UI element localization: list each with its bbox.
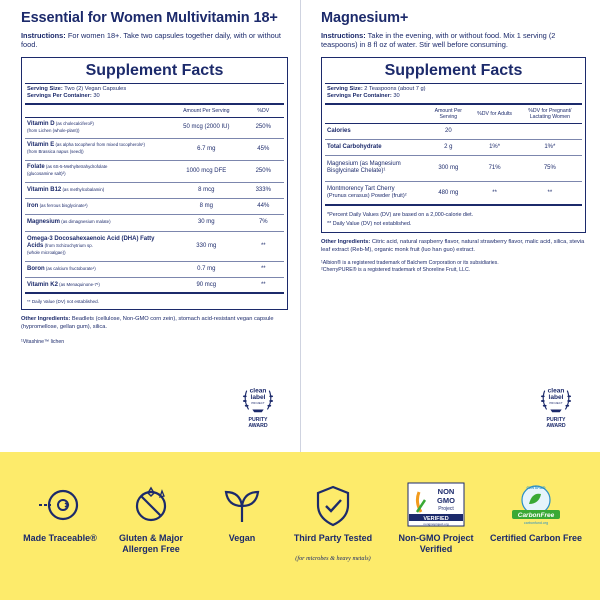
other-ingredients: Other Ingredients: Citric acid, natural raspberry flavor, natural strawberry flavor, malic acid, silica, stevia leaf extract (Reb-M), organic monk fruit (luo han guo) extract. bbox=[321, 239, 585, 253]
product-title: Essential for Women Multivitamin 18+ bbox=[21, 10, 278, 26]
non-gmo-project-logo bbox=[407, 482, 465, 527]
table-row: Vitamin K2 (as Menaquinone-7¹) 90 mcg ** bbox=[25, 277, 284, 293]
clean-label-badge: clean label PROJECT PURITY AWARD bbox=[237, 385, 279, 429]
supplement-facts-box bbox=[21, 57, 288, 311]
table-row: Magnesium (as dimagnesium malate) 30 mg 7% bbox=[25, 214, 284, 231]
svg-text:NON: NON bbox=[437, 487, 455, 496]
serving-info: Serving Size: 2 Teaspoons (about 7 g) Servings Per Container: 30 bbox=[325, 84, 582, 105]
header-amount: Amount Per Serving bbox=[170, 105, 243, 118]
table-row: Total Carbohydrate 2 g 1%* 1%* bbox=[325, 139, 582, 155]
footnote: *Percent Daily Values (DV) are based on a 2,000-calorie diet. bbox=[327, 212, 474, 219]
product-title: Magnesium+ bbox=[321, 10, 409, 26]
made-traceable-icon bbox=[37, 488, 83, 522]
instructions: Instructions: For women 18+. Take two capsules together daily, with or without food. bbox=[21, 31, 281, 50]
table-row: Calories 20 bbox=[325, 123, 582, 139]
footnote: ** Daily Value (DV) not established. bbox=[27, 299, 99, 305]
svg-text:VERIFIED: VERIFIED bbox=[423, 516, 449, 522]
header-dv-adults: %DV for Adults bbox=[471, 105, 517, 124]
svg-text:PROJECT: PROJECT bbox=[251, 400, 265, 405]
supplement-facts-box bbox=[321, 57, 586, 234]
shield-check-icon bbox=[315, 485, 351, 527]
nutrient-table bbox=[25, 105, 284, 295]
svg-text:carbonfund.org: carbonfund.org bbox=[523, 521, 549, 525]
allergen-free-icon bbox=[131, 485, 171, 525]
svg-text:PROJECT: PROJECT bbox=[549, 400, 563, 405]
table-row: Vitamin D (as cholecalciferol²) (from Lichen (whole-plant)) 50 mcg (2000 IU) 250% bbox=[25, 117, 284, 138]
header-dv-pregnant: %DV for Pregnant/ Lactating Women bbox=[518, 105, 582, 124]
table-row: Montmorency Tart Cherry (Prunus cerasus) Powder (fruit)² 480 mg ** ** bbox=[325, 181, 582, 205]
svg-text:GMO: GMO bbox=[437, 496, 455, 505]
vegan-sprout-icon bbox=[222, 488, 262, 524]
trademark-note: ¹Vitashine™ lichen bbox=[21, 338, 65, 345]
supplement-facts-title: Supplement Facts bbox=[325, 61, 582, 84]
trademark-note: ²CherryPURE® is a registered trademark of Shoreline Fruit, LLC. bbox=[321, 266, 471, 273]
svg-text:Project: Project bbox=[438, 506, 454, 512]
header-dv: %DV bbox=[243, 105, 284, 118]
table-row: Boron (as calcium fructoborate¹) 0.7 mg ** bbox=[25, 261, 284, 277]
svg-text:label: label bbox=[250, 394, 266, 402]
serving-info: Serving Size: Two (2) Vegan Capsules Servings Per Container: 30 bbox=[25, 84, 284, 105]
svg-text:CERTIFIED: CERTIFIED bbox=[526, 486, 546, 490]
laurel-icon bbox=[537, 385, 575, 417]
supplement-facts-title: Supplement Facts bbox=[25, 61, 284, 84]
laurel-icon bbox=[239, 385, 277, 417]
trademark-note: ¹Albion® is a registered trademark of Balchem Corporation or its subsidiaries. bbox=[321, 259, 499, 266]
svg-text:nongmoproject.org: nongmoproject.org bbox=[423, 522, 449, 526]
svg-text:clean: clean bbox=[547, 387, 565, 395]
svg-text:CarbonFree: CarbonFree bbox=[517, 512, 555, 519]
header-amount: Amount Per Serving bbox=[425, 105, 471, 124]
svg-text:clean: clean bbox=[249, 387, 267, 395]
clean-label-badge: clean label PROJECT PURITY AWARD bbox=[535, 385, 577, 429]
table-row: Magnesium (as Magnesium Bisglycinate Chelate)¹ 300 mg 71% 75% bbox=[325, 155, 582, 181]
nutrient-table bbox=[325, 105, 582, 207]
carbonfree-logo bbox=[509, 482, 563, 526]
table-row: Vitamin B12 (as methylcobalamin) 8 mcg 333% bbox=[25, 182, 284, 198]
instructions: Instructions: Take in the evening, with or without food. Mix 1 serving (2 teaspoons) in 8 fl oz of water. Stir well before consuming. bbox=[321, 31, 556, 50]
table-row: Iron (as ferrous bisglycinate¹) 8 mg 44% bbox=[25, 198, 284, 214]
table-row: Folate (as 6S-5-Methyltetrahydrofolate (glucosamine salt)²) 1000 mcg DFE 250% bbox=[25, 160, 284, 182]
table-row: Vitamin E (as alpha tocopherol from mixed tocopherols¹) (from Brassica napus (seed)) 6.7 mg 45% bbox=[25, 138, 284, 160]
other-ingredients: Other Ingredients: Beadlets (cellulose, Non-GMO corn zein), stomach acid-resistant vegan capsule (hypromellose, gellan gum), silica. bbox=[21, 316, 274, 330]
feature-strip: Made Traceable® Gluten & Major Allergen Free Vegan Third Party Tested (for microbes & heavy metals) NON GMO Project VERIFIED nongmoproject.org Non-GMO Project Verified CERTIFIED CarbonFree carbonfund.org Certified Carbon Free bbox=[0, 452, 600, 600]
svg-text:label: label bbox=[548, 394, 564, 402]
footnote: ** Daily Value (DV) not established. bbox=[327, 221, 412, 228]
table-row: Omega-3 Docosahexaenoic Acid (DHA) Fatty Acids (from Schizochytrium sp. (whole microalgae)) 330 mg ** bbox=[25, 231, 284, 261]
